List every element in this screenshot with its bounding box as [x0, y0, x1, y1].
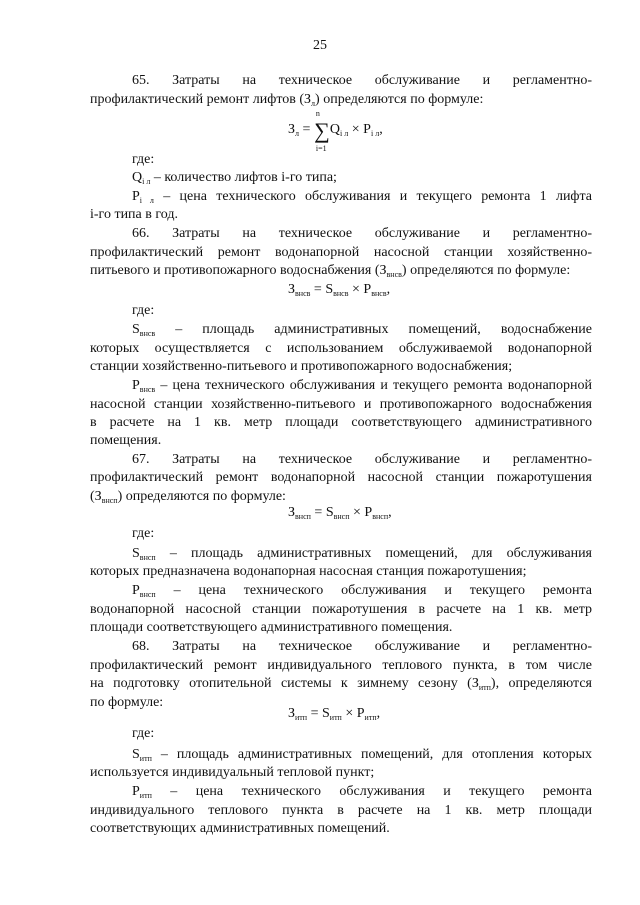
p66-def-2: $P_{внсв}$ – цена технического обслуживания и текущего ремонта водонапорной [132, 378, 592, 394]
p67-def-1: $S_{внсп}$ – площадь административных помещений, для обслуживания [132, 546, 592, 562]
p65-def-2-cont: i-го типа в год. [90, 207, 178, 222]
p66-def-1: $S_{внсв}$ – площадь административных помещений, водоснабжение [132, 322, 592, 338]
p65-where: где: [132, 152, 155, 167]
p65-def-2: $P_{i л}$ – цена технического обслуживания и текущего ремонта 1 лифта [132, 189, 593, 205]
p67-line-3: $(З_{внсп})$ определяются по формуле: [90, 489, 286, 505]
p67-line-2: профилактический ремонт водонапорной насосной станции пожаротушения [90, 470, 592, 485]
p66-def-2-cont-1: насосной станции хозяйственно-питьевого и противопожарного водоснабжения [90, 397, 592, 412]
p68-def-1-cont: используется индивидуальный тепловой пункт; [90, 765, 375, 780]
p66-def-1-cont-1: которых осуществляется с использованием обслуживаемой водонапорной [90, 341, 592, 356]
p67-def-2-cont-1: водонапорной насосной станции пожаротушения в расчете на 1 кв. метр [90, 602, 592, 617]
p68-def-1: $S_{итп}$ – площадь административных помещений, для отопления которых [132, 747, 592, 763]
p65-line-2: профилактический ремонт лифтов $(З_л)$ определяются по формуле: [90, 92, 484, 108]
p68-def-2-cont-2: соответствующих административных помещений. [90, 821, 390, 836]
p68-line-1: 68. Затраты на техническое обслуживание и регламентно- [132, 639, 592, 654]
p67-def-1-cont: которых предназначена водонапорная насосная станция пожаротушения; [90, 564, 527, 579]
p66-formula: $З_{внсв} = S_{внсв} \times P_{внсв}$, [288, 282, 391, 298]
p68-def-2: $P_{итп}$ – цена технического обслуживания и текущего ремонта [132, 784, 592, 800]
p68-formula: $З_{итп} = S_{итп} \times P_{итп}$, [288, 706, 381, 722]
p66-def-2-cont-3: помещения. [90, 433, 162, 448]
p66-where: где: [132, 303, 155, 318]
sum-symbol: n ∑ i=1 [314, 109, 330, 153]
p68-line-2: профилактический ремонт индивидуального теплового пункта, в том числе [90, 658, 592, 673]
p65-line-1: 65. Затраты на техническое обслуживание и регламентно- [132, 73, 592, 88]
p67-where: где: [132, 526, 155, 541]
p66-line-2: профилактический ремонт водонапорной насосной станции хозяйственно- [90, 245, 592, 260]
p67-def-2: $P_{внсп}$ – цена технического обслуживания и текущего ремонта [132, 583, 592, 599]
p65-def-1: $Q_{i л}$ – количество лифтов i-го типа; [132, 170, 337, 186]
p68-line-4: по формуле: [90, 695, 164, 710]
p65-formula: $З_л$ = n ∑ i=1 $Q_{i л} \times P_{i л}$, [288, 109, 383, 153]
p68-where: где: [132, 726, 155, 741]
p66-def-1-cont-2: станции хозяйственно-питьевого и противопожарного водоснабжения; [90, 359, 513, 374]
p66-def-2-cont-2: в расчете на 1 кв. метр площади соответствующего административного [90, 415, 592, 430]
p68-def-2-cont-1: индивидуального теплового пункта в расчете на 1 кв. метр площади [90, 803, 592, 818]
p67-formula: $З_{внсп} = S_{внсп} \times P_{внсп}$, [288, 505, 392, 521]
p66-line-3: питьевого и противопожарного водоснабжения $(З_{внсв})$ определяются по формуле: [90, 263, 571, 279]
p66-line-1: 66. Затраты на техническое обслуживание и регламентно- [132, 226, 592, 241]
p68-line-3: на подготовку отопительной системы к зимнему сезону $(З_{итп})$, определяются [90, 676, 592, 692]
p67-def-2-cont-2: площади соответствующего административного помещения. [90, 620, 453, 635]
page-number: 25 [313, 38, 327, 53]
p67-line-1: 67. Затраты на техническое обслуживание и регламентно- [132, 452, 592, 467]
